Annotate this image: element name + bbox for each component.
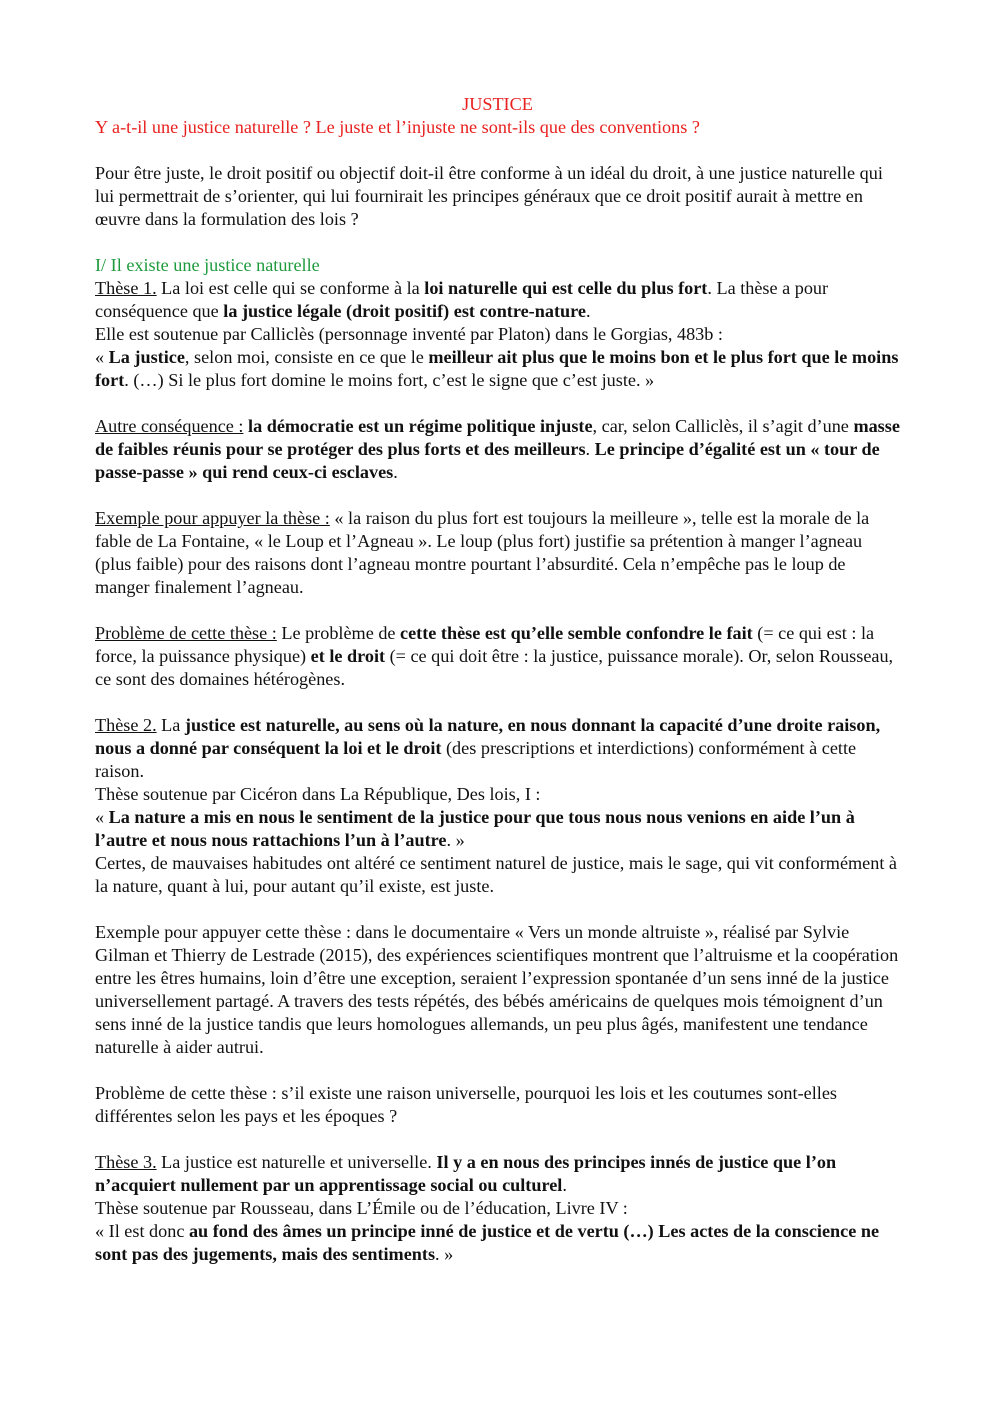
bold-run: justice est naturelle, au sens où la nature, en nous donnant la capacité d’une droite raison, nous a donné par conséquent la loi et le droit — [95, 715, 881, 758]
text-run: . — [393, 462, 398, 482]
these1-source: Elle est soutenue par Calliclès (personnage inventé par Platon) dans le Gorgias, 483b : — [95, 324, 723, 344]
bold-run: La justice — [108, 347, 185, 367]
bold-run: Le principe d’égalité est un « tour de passe-passe » qui rend ceux-ci esclaves — [95, 439, 880, 482]
these1-paragraph — [95, 277, 900, 323]
text-run: La — [156, 715, 185, 735]
spacer — [95, 1059, 900, 1082]
these3-quote — [95, 1220, 900, 1266]
text-run: . — [562, 1175, 567, 1195]
probleme1-label: Problème de cette thèse : — [95, 623, 277, 643]
these2-quote — [95, 806, 900, 852]
text-run: (= ce qui doit être : la justice, puissance morale). Or, selon Rousseau, ce sont des domaines hétérogènes. — [95, 646, 894, 689]
these3-source: Thèse soutenue par Rousseau, dans L’Émile ou de l’éducation, Livre IV : — [95, 1198, 628, 1218]
text-run: . » — [446, 830, 465, 850]
text-run: La loi est celle qui se conforme à la — [156, 278, 425, 298]
bold-run: cette thèse est qu’elle semble confondre le fait — [400, 623, 753, 643]
these1-quote — [95, 346, 900, 392]
spacer — [95, 484, 900, 507]
spacer — [95, 392, 900, 415]
text-run: . (…) Si le plus fort domine le moins fort, c’est le signe que c’est juste. » — [124, 370, 655, 390]
spacer — [95, 139, 900, 162]
these3-label: Thèse 3. — [95, 1152, 157, 1172]
these2-commentary: Certes, de mauvaises habitudes ont altéré ce sentiment naturel de justice, mais le sage, qui vit conformément à la nature, quant à lui, pour autant qu’il existe, est juste. — [95, 853, 898, 896]
bold-run: La nature a mis en nous le sentiment de la justice pour que tous nous nous venions en aide l’un à l’autre et nous nous rattachions l’un à l’autre — [95, 807, 855, 850]
text-run: « — [95, 807, 109, 827]
spacer — [95, 599, 900, 622]
these1-label: Thèse 1. — [95, 278, 157, 298]
document-page — [95, 93, 900, 1266]
exemple1-paragraph — [95, 507, 900, 599]
intro-paragraph: Pour être juste, le droit positif ou objectif doit-il être conforme à un idéal du droit, à une justice naturelle qui lui permettrait de s’orienter, qui lui fournirait les principes généraux que ce droit positif aurait à mettre en œuvre dans la formulation des lois ? — [95, 163, 883, 229]
text-run: , car, selon Calliclès, il s’agit d’une — [592, 416, 854, 436]
spacer — [95, 1128, 900, 1151]
these3-paragraph — [95, 1151, 900, 1197]
bold-run: loi naturelle qui est celle du plus fort — [424, 278, 708, 298]
autre-label: Autre conséquence : — [95, 416, 244, 436]
text-run: La justice est naturelle et universelle. — [156, 1152, 437, 1172]
text-run: (= ce qui est : la force, la puissance physique) — [95, 623, 875, 666]
bold-run: Il y a en nous des principes innés de justice que l’on n’acquiert nullement par un apprentissage social ou culturel — [95, 1152, 837, 1195]
doc-subtitle: Y a-t-il une justice naturelle ? Le juste et l’injuste ne sont-ils que des conventions ? — [95, 117, 700, 137]
text-run: « Il est donc — [95, 1221, 189, 1241]
doc-title: JUSTICE — [462, 94, 533, 114]
text-run: . La thèse a pour conséquence que — [95, 278, 829, 321]
spacer — [95, 898, 900, 921]
these2-source: Thèse soutenue par Cicéron dans La République, Des lois, I : — [95, 784, 541, 804]
text-run: « la raison du plus fort est toujours la meilleure », telle est la morale de la fable de La Fontaine, « le Loup et l’Agneau ». Le loup (plus fort) justifie sa prétention à manger l’agneau (plus faible) pour des raisons dont l’agneau montre pourtant l’absurdité. Cela n’empêche pas le loup de manger finalement l’agneau. — [95, 508, 870, 597]
bold-run: et le droit — [310, 646, 386, 666]
text-run: . » — [435, 1244, 454, 1264]
bold-run: la démocratie est un régime politique injuste — [248, 416, 593, 436]
text-run: . — [585, 439, 595, 459]
probleme1-paragraph — [95, 622, 900, 691]
exemple1-label: Exemple pour appuyer la thèse : — [95, 508, 330, 528]
text-run: , selon moi, consiste en ce que le — [184, 347, 429, 367]
section-heading: I/ Il existe une justice naturelle — [95, 255, 320, 275]
these2-label: Thèse 2. — [95, 715, 157, 735]
these2-paragraph — [95, 714, 900, 783]
spacer — [95, 231, 900, 254]
spacer — [95, 691, 900, 714]
bold-run: la justice légale (droit positif) est contre-nature — [223, 301, 586, 321]
bold-run: masse de faibles réunis pour se protéger des plus forts et des meilleurs — [95, 416, 900, 459]
probleme2-paragraph: Problème de cette thèse : s’il existe une raison universelle, pourquoi les lois et les coutumes sont-elles différentes selon les pays et les époques ? — [95, 1083, 837, 1126]
text-run: (des prescriptions et interdictions) conformément à cette raison. — [95, 738, 857, 781]
text-run: Le problème de — [276, 623, 401, 643]
autre-consequence-paragraph — [95, 415, 900, 484]
exemple2-paragraph: Exemple pour appuyer cette thèse : dans le documentaire « Vers un monde altruiste », réalisé par Sylvie Gilman et Thierry de Lestrade (2015), des expériences scientifiques montrent que l’altruisme et la coopération entre les êtres humains, loin d’être une exception, seraient l’expression spontanée d’un sens inné de la justice universellement partagé. A travers des tests répétés, des bébés américains de quelques mois témoignent d’un sens inné de la justice tandis que leurs homologues allemands, un peu plus âgés, manifestent une tendance naturelle à aider autrui. — [95, 922, 899, 1057]
text-run: « — [95, 347, 109, 367]
bold-run: au fond des âmes un principe inné de justice et de vertu (…) Les actes de la conscience ne sont pas des jugements, mais des sentiments — [95, 1221, 880, 1264]
bold-run: meilleur ait plus que le moins bon et le plus fort que le moins fort — [95, 347, 899, 390]
text-run: . — [585, 301, 591, 321]
